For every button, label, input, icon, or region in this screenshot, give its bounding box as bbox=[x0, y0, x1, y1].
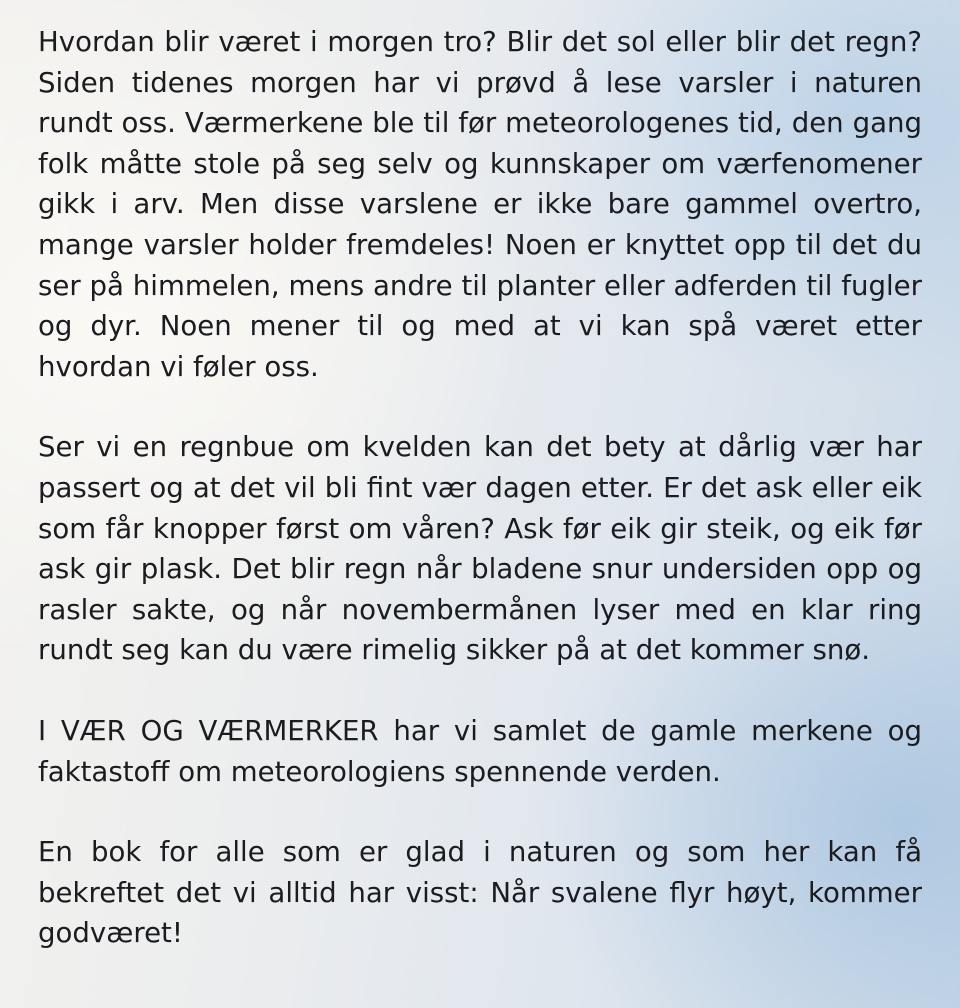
paragraph-book-content: I VÆR OG VÆRMERKER har vi samlet de gamle merkene og faktastoff om meteorologiens spennende verden. bbox=[38, 713, 922, 788]
paragraph-closing: En bok for alle som er glad i naturen og som her kan få bekreftet det vi alltid har visst: Når svalene flyr høyt, kommer godværet! bbox=[38, 835, 922, 950]
paragraph-gap bbox=[38, 671, 922, 711]
paragraph-gap bbox=[38, 387, 922, 427]
text-column bbox=[38, 22, 922, 954]
paragraph-intro: Hvordan blir været i morgen tro? Blir det sol eller blir det regn? Siden tidenes morgen har vi prøvd å lese varsler i naturen rundt oss. Værmerkene ble til før meteorologenes tid, den gang folk måtte stole på seg selv og kunnskaper om værfenomener gikk i arv. Men disse varslene er ikke bare gammel overtro, mange varsler holder fremdeles! Noen er knyttet opp til det du ser på himmelen, mens andre til planter eller adferden til fugler og dyr. Noen mener til og med at vi kan spå været etter hvordan vi føler oss. bbox=[38, 25, 922, 383]
paragraph-gap bbox=[38, 792, 922, 832]
paragraph-signs: Ser vi en regnbue om kvelden kan det bety at dårlig vær har passert og at det vil bli fint vær dagen etter. Er det ask eller eik som får knopper først om våren? Ask før eik gir steik, og eik før ask gir plask. Det blir regn når bladene snur undersiden opp og rasler sakte, og når novembermånen lyser med en klar ring rundt seg kan du være rimelig sikker på at det kommer snø. bbox=[38, 430, 922, 667]
